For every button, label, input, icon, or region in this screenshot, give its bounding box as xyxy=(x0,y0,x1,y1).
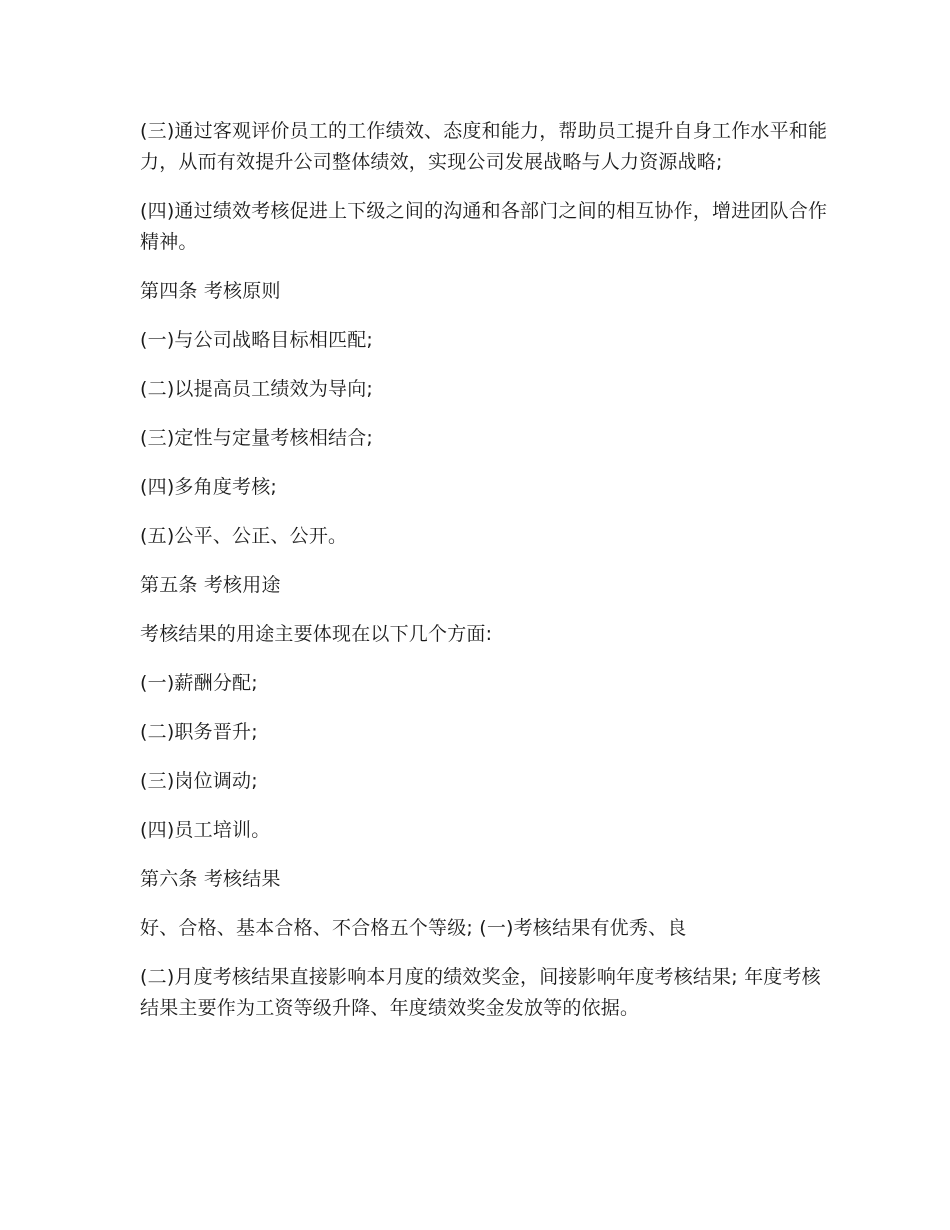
list-item: (三)岗位调动; xyxy=(140,770,258,792)
list-item: (三)定性与定量考核相结合; xyxy=(140,427,374,449)
document-body xyxy=(140,116,830,1042)
section-heading-article-5: 第五条 考核用途 xyxy=(140,574,281,596)
list-item: (二)职务晋升; xyxy=(140,721,258,743)
paragraph-purpose-3: (三)通过客观评价员工的工作绩效、态度和能力，帮助员工提升自身工作水平和能力，从而有效提升公司整体绩效，实现公司发展战略与人力资源战略; xyxy=(140,120,828,173)
section-heading-article-6: 第六条 考核结果 xyxy=(140,868,281,890)
paragraph-usage-intro: 考核结果的用途主要体现在以下几个方面: xyxy=(140,623,493,645)
paragraph-purpose-4: (四)通过绩效考核促进上下级之间的沟通和各部门之间的相互协作，增进团队合作精神。 xyxy=(140,200,828,253)
paragraph-result-grades: 好、合格、基本合格、不合格五个等级; (一)考核结果有优秀、良 xyxy=(140,917,687,939)
list-item: (一)薪酬分配; xyxy=(140,672,258,694)
paragraph-result-impact: (二)月度考核结果直接影响本月度的绩效奖金，间接影响年度考核结果; 年度考核结果主要作为工资等级升降、年度绩效奖金发放等的依据。 xyxy=(140,966,821,1019)
list-item: (四)员工培训。 xyxy=(140,819,271,841)
section-heading-article-4: 第四条 考核原则 xyxy=(140,280,281,302)
list-item: (二)以提高员工绩效为导向; xyxy=(140,378,374,400)
list-item: (五)公平、公正、公开。 xyxy=(140,525,348,547)
list-item: (一)与公司战略目标相匹配; xyxy=(140,329,374,351)
list-item: (四)多角度考核; xyxy=(140,476,278,498)
